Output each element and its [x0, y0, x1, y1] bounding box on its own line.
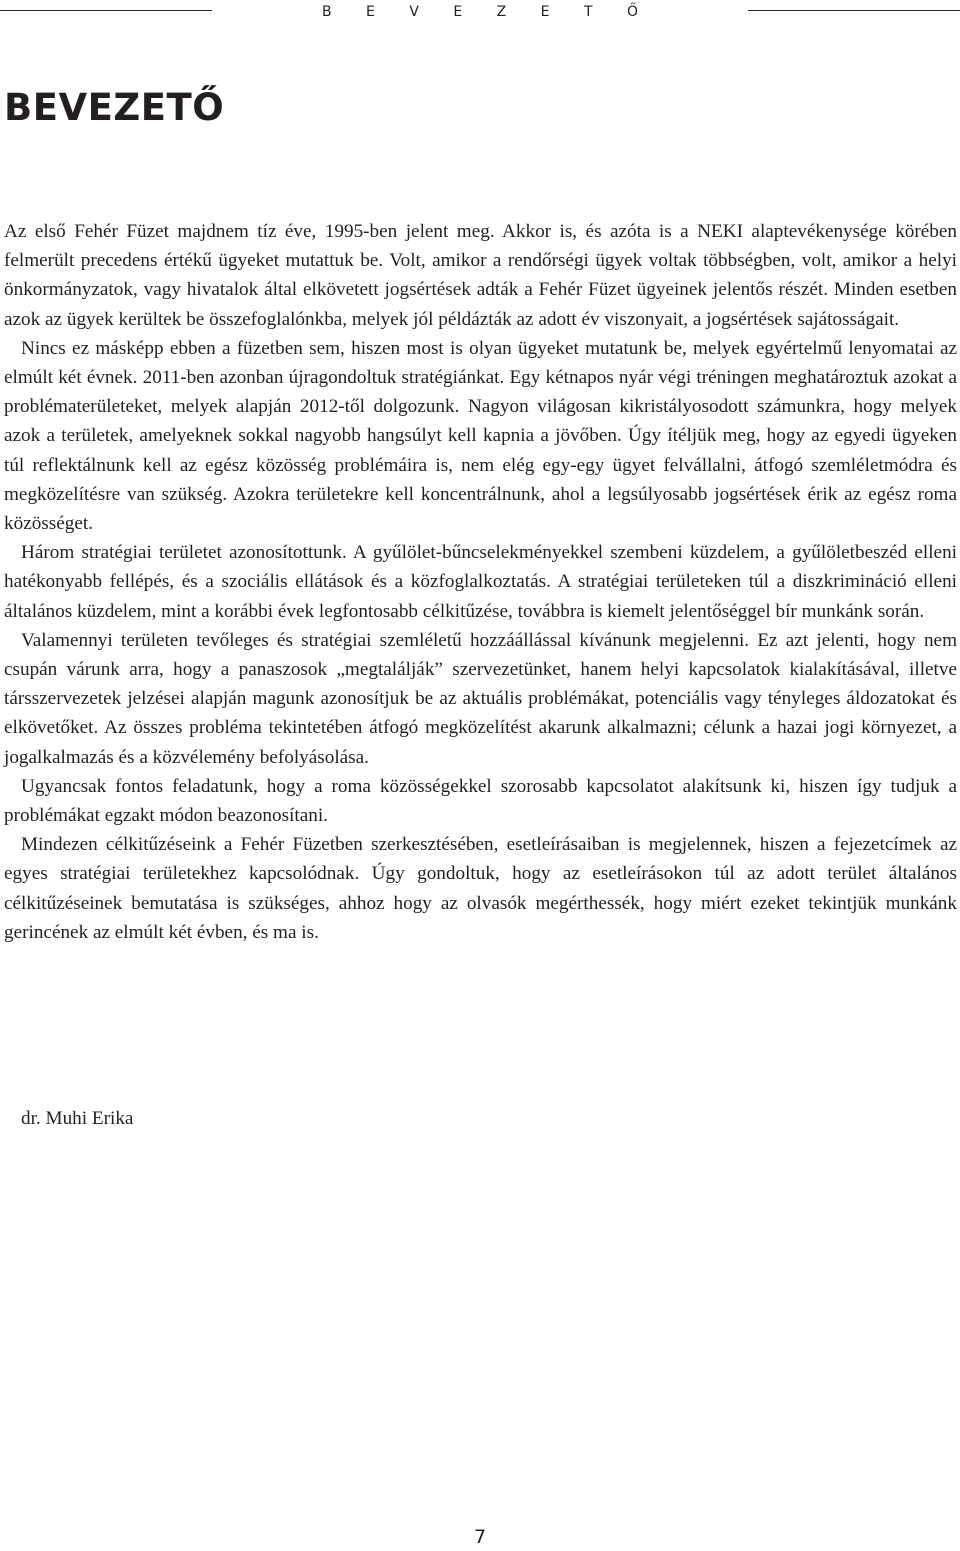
paragraph-4: Valamennyi területen tevőleges és stratégiai szemléletű hozzáállással kívánunk megjelenni. Ez azt jelenti, hogy nem csupán várunk arra, hogy a panaszosok „megtalálják” szervezetünket, hanem helyi kapcsolatok kialakításával, illetve társszervezetek jelzései alapján magunk azonosítjuk be az aktuális problémákat, potenciális vagy tényleges áldozatokat és elkövetőket. Az összes probléma tekintetében átfogó megközelítést akarunk alkalmazni; célunk a hazai jogi környezet, a jogalkalmazás és a közvélemény befolyásolása.: [4, 629, 957, 768]
running-header: [0, 0, 960, 26]
running-title: B E V E Z E T Ő: [321, 4, 654, 20]
paragraph-2: Nincs ez másképp ebben a füzetben sem, hiszen most is olyan ügyeket mutatunk be, melyek egyértelmű lenyomatai az elmúlt két évnek. 2011-ben azonban újragondoltuk stratégiánkat. Egy kétnapos nyár végi tréningen meghatároztuk azokat a problématerületeket, melyek alapján 2012-től dolgozunk. Nagyon világosan kikristályosodott számunkra, hogy melyek azok a területek, amelyeknek sokkal nagyobb hangsúlyt kell kapnia a jövőben. Úgy ítéljük meg, hogy az egyedi ügyeken túl reflektálnunk kell az egész közösség problémáira is, nem elég egy-egy ügyet felvállalni, átfogó szemléletmódra és megközelítésre van szükség. Azokra területekre kell koncentrálnunk, ahol a legsúlyosabb jogsértések érik az egész roma közösséget.: [4, 337, 957, 535]
paragraph-6: Mindezen célkitűzéseink a Fehér Füzetben szerkesztésében, esetleírásaiban is megjelennek, hiszen a fejezetcímek az egyes stratégiai területekhez kapcsolódnak. Úgy gondoltuk, hogy az esetleírásokon túl az adott terület általános célkitűzéseinek bemutatása is szükséges, ahhoz hogy az olvasók megérthessék, hogy miért ezeket tekintjük munkánk gerincének az elmúlt két évben, és ma is.: [4, 834, 957, 943]
paragraph-3: Három stratégiai területet azonosítottunk. A gyűlölet-bűncselekményekkel szembeni küzdelem, a gyűlöletbeszéd elleni hatékonyabb fellépés, és a szociális ellátások és a közfoglalkoztatás. A stratégiai területeken túl a diszkrimináció elleni általános küzdelem, mint a korábbi évek legfontosabb célkitűzése, továbbra is kiemelt jelentőséggel bír munkánk során.: [4, 542, 957, 622]
header-rule-left: [0, 10, 212, 11]
paragraph-5: Ugyancsak fontos feladatunk, hogy a roma közösségekkel szorosabb kapcsolatot alakítsunk ki, hiszen így tudjuk a problémákat egzakt módon beazonosítani.: [4, 775, 957, 827]
page-number: 7: [473, 1526, 487, 1548]
header-rule-right: [748, 10, 960, 11]
paragraph-1: Az első Fehér Füzet majdnem tíz éve, 1995-ben jelent meg. Akkor is, és azóta is a NEKI alaptevékenysége körében felmerült precedens értékű ügyeket mutattuk be. Volt, amikor a rendőrségi ügyek voltak többségben, volt, amikor a helyi önkormányzatok, vagy hivatalok által elkövetett jogsértések adták a Fehér Füzet ügyeinek jelentős részét. Minden esetben azok az ügyek kerültek be összefoglalónkba, melyek jól példázták az adott év viszonyait, a jogsértések sajátosságait.: [4, 221, 957, 330]
signature: dr. Muhi Erika: [21, 1108, 134, 1129]
page-title: BEVEZETŐ: [4, 86, 225, 129]
body-text: [4, 217, 957, 947]
